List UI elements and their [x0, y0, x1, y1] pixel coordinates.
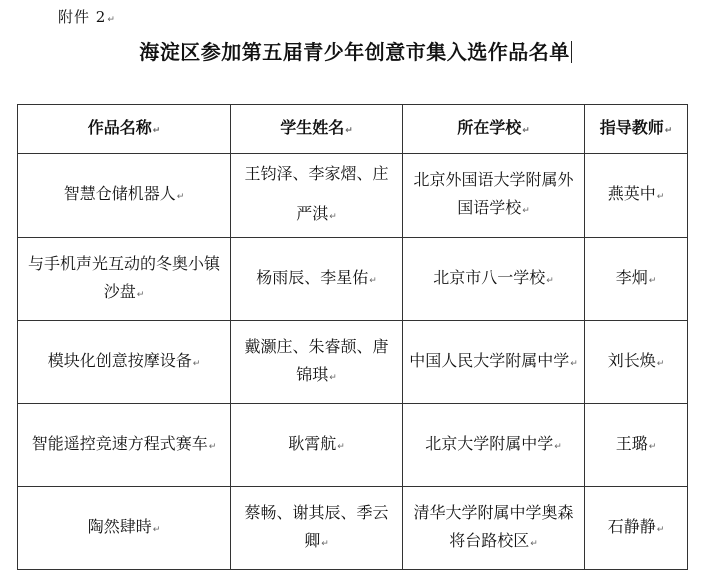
cell-mark-icon: ↵ — [648, 275, 657, 286]
cell-mark-icon: ↵ — [329, 212, 337, 222]
cell-teacher: 石静静↵ — [585, 487, 688, 570]
cell-mark-icon: ↵ — [345, 125, 353, 136]
cell-work: 智能遥控竞速方程式赛车↵ — [18, 404, 231, 487]
cell-mark-icon: ↵ — [136, 289, 145, 300]
cell-mark-icon: ↵ — [656, 192, 665, 202]
text-cursor-icon — [571, 41, 572, 63]
cell-mark-icon: ↵ — [530, 538, 538, 549]
table-row — [18, 404, 688, 487]
table-row — [18, 321, 688, 404]
cell-mark-icon: ↵ — [329, 372, 337, 383]
table-row — [18, 154, 688, 238]
cell-school: 北京外国语大学附属外国语学校↵ — [403, 154, 585, 238]
cell-mark-icon: ↵ — [554, 441, 562, 452]
cell-mark-icon: ↵ — [546, 275, 554, 286]
attachment-label-text: 附件 2 — [58, 8, 107, 26]
cell-mark-icon: ↵ — [664, 125, 673, 136]
cell-mark-icon: ↵ — [192, 358, 201, 369]
cell-mark-icon: ↵ — [648, 441, 657, 452]
document-title — [0, 36, 711, 65]
header-school: 所在学校↵ — [403, 105, 585, 154]
header-student-names: 学生姓名↵ — [231, 105, 403, 154]
cell-students: 杨雨辰、李星佑↵ — [231, 238, 403, 321]
cell-school: 清华大学附属中学奥森将台路校区↵ — [403, 487, 585, 570]
cell-mark-icon: ↵ — [152, 524, 161, 535]
cell-mark-icon: ↵ — [656, 524, 665, 535]
table-header-row — [18, 105, 688, 154]
cell-school: 中国人民大学附属中学↵ — [403, 321, 585, 404]
cell-mark-icon: ↵ — [522, 206, 530, 216]
cell-mark-icon: ↵ — [152, 125, 161, 136]
document-title-text: 海淀区参加第五届青少年创意市集入选作品名单 — [139, 40, 570, 64]
cell-teacher: 燕英中↵ — [585, 154, 688, 238]
paragraph-mark-icon: ↵ — [107, 15, 116, 25]
cell-mark-icon: ↵ — [570, 358, 578, 369]
cell-mark-icon: ↵ — [337, 441, 345, 452]
cell-mark-icon: ↵ — [321, 538, 329, 549]
cell-teacher: 刘长焕↵ — [585, 321, 688, 404]
cell-students: 耿霄航↵ — [231, 404, 403, 487]
cell-work: 智慧仓储机器人↵ — [18, 154, 231, 238]
cell-mark-icon: ↵ — [656, 358, 665, 369]
attachment-label — [58, 6, 116, 27]
selected-works-table — [17, 104, 688, 570]
table-row — [18, 487, 688, 570]
table-row — [18, 238, 688, 321]
cell-work: 模块化创意按摩设备↵ — [18, 321, 231, 404]
cell-school: 北京市八一学校↵ — [403, 238, 585, 321]
cell-mark-icon: ↵ — [208, 441, 217, 452]
header-work-name: 作品名称↵ — [18, 105, 231, 154]
cell-work: 与手机声光互动的冬奥小镇沙盘↵ — [18, 238, 231, 321]
cell-students: 王钧泽、李家熠、庄严淇↵ — [231, 154, 403, 238]
cell-mark-icon: ↵ — [522, 125, 530, 136]
cell-mark-icon: ↵ — [369, 275, 377, 286]
cell-students: 蔡畅、谢其辰、季云卿↵ — [231, 487, 403, 570]
cell-teacher: 李炯↵ — [585, 238, 688, 321]
cell-work: 陶然肆時↵ — [18, 487, 231, 570]
cell-mark-icon: ↵ — [176, 192, 185, 202]
cell-school: 北京大学附属中学↵ — [403, 404, 585, 487]
cell-teacher: 王璐↵ — [585, 404, 688, 487]
header-advisor: 指导教师↵ — [585, 105, 688, 154]
cell-students: 戴灏庄、朱睿颉、唐锦琪↵ — [231, 321, 403, 404]
